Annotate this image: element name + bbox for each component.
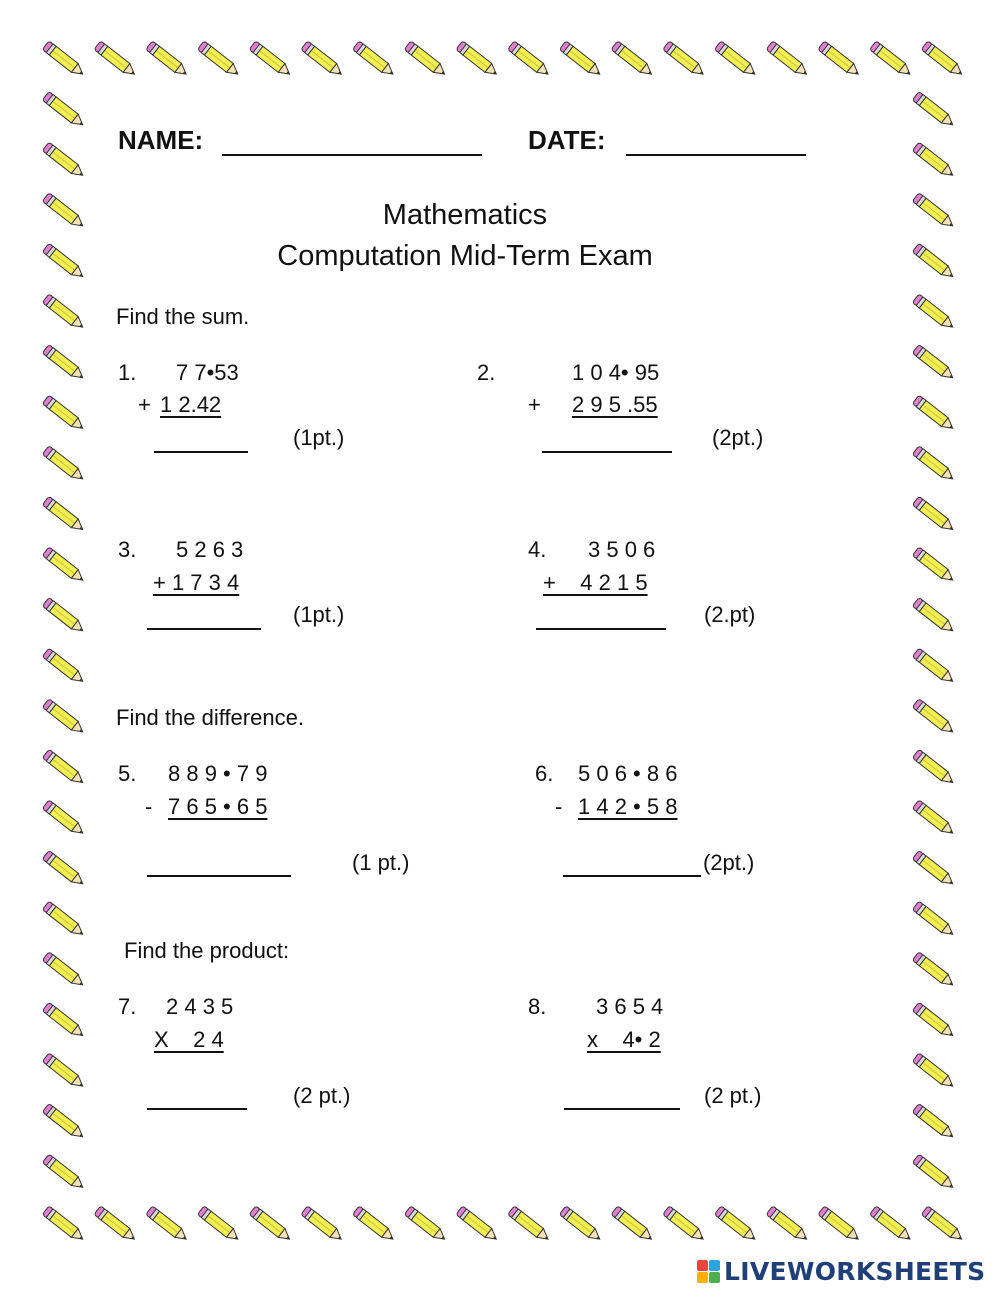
problem-6-points: (2pt.)	[703, 850, 755, 875]
problem-7-points: (2 pt.)	[293, 1083, 351, 1108]
problem-2-bottom: 2 9 5 .55	[572, 392, 658, 417]
pencil-icon	[42, 952, 86, 990]
pencil-icon	[714, 41, 758, 79]
problem-6-operator: -	[555, 794, 563, 819]
pencil-icon	[912, 800, 956, 838]
pencil-icon	[197, 41, 241, 79]
problem-5-bottom: 7 6 5 • 6 5	[168, 794, 268, 819]
pencil-icon	[869, 1206, 913, 1244]
pencil-icon	[42, 547, 86, 585]
pencil-icon	[559, 1206, 603, 1244]
pencil-icon	[42, 800, 86, 838]
problem-6-number: 6.	[535, 761, 554, 786]
pencil-icon	[912, 952, 956, 990]
problem-1-top: 7 7•53	[176, 360, 239, 385]
pencil-icon	[42, 1002, 86, 1040]
pencil-icon	[94, 41, 138, 79]
pencil-icon	[42, 1206, 86, 1244]
pencil-icon	[714, 1206, 758, 1244]
pencil-icon	[869, 41, 913, 79]
pencil-icon	[912, 1154, 956, 1192]
pencil-icon	[42, 1053, 86, 1091]
pencil-icon	[912, 547, 956, 585]
pencil-icon	[42, 496, 86, 534]
pencil-icon	[249, 1206, 293, 1244]
pencil-icon	[42, 749, 86, 787]
problem-2-points: (2pt.)	[712, 425, 764, 450]
pencil-icon	[146, 1206, 190, 1244]
problem-1-number: 1.	[118, 360, 137, 385]
problem-6-top: 5 0 6 • 8 6	[578, 761, 678, 786]
subject-title: Mathematics	[382, 199, 548, 231]
problem-1-operator: +	[138, 392, 151, 417]
problem-8-number: 8.	[528, 994, 547, 1019]
pencil-icon	[912, 395, 956, 433]
problem-2-top: 1 0 4• 95	[572, 360, 660, 385]
problem-3-top: 5 2 6 3	[176, 537, 244, 562]
problem-8-answer-line[interactable]	[564, 1108, 680, 1110]
problem-2-answer-line[interactable]	[542, 451, 672, 453]
problem-7-answer-line[interactable]	[147, 1108, 247, 1110]
name-label: NAME:	[118, 125, 204, 155]
section-product: Find the product:	[124, 938, 290, 963]
problem-6-bottom: 1 4 2 • 5 8	[578, 794, 678, 819]
pencil-icon	[42, 395, 86, 433]
pencil-icon	[912, 1103, 956, 1141]
pencil-icon	[912, 1002, 956, 1040]
problem-3-bottom: + 1 7 3 4	[153, 570, 240, 595]
pencil-icon	[611, 41, 655, 79]
pencil-icon	[404, 41, 448, 79]
problem-7-bottom: X 2 4	[154, 1027, 224, 1052]
pencil-icon	[912, 446, 956, 484]
pencil-icon	[912, 142, 956, 180]
pencil-icon	[42, 699, 86, 737]
pencil-icon	[912, 496, 956, 534]
name-field-line[interactable]	[222, 154, 482, 156]
pencil-icon	[42, 1103, 86, 1141]
pencil-icon	[766, 1206, 810, 1244]
pencil-icon	[197, 1206, 241, 1244]
section-difference: Find the difference.	[116, 705, 304, 730]
date-field-line[interactable]	[626, 154, 806, 156]
problem-8-top: 3 6 5 4	[596, 994, 664, 1019]
pencil-icon	[508, 41, 552, 79]
pencil-icon	[42, 344, 86, 382]
problem-3-number: 3.	[118, 537, 137, 562]
pencil-icon	[912, 901, 956, 939]
pencil-icon	[912, 91, 956, 129]
section-sum: Find the sum.	[116, 304, 250, 329]
problem-3-answer-line[interactable]	[147, 628, 261, 630]
problem-5-points: (1 pt.)	[352, 850, 410, 875]
pencil-icon	[42, 294, 86, 332]
problem-5-operator: -	[145, 794, 153, 819]
pencil-icon	[818, 1206, 862, 1244]
pencil-icon	[42, 901, 86, 939]
problem-2-number: 2.	[477, 360, 496, 385]
pencil-icon	[559, 41, 603, 79]
pencil-icon	[249, 41, 293, 79]
pencil-icon	[42, 91, 86, 129]
problem-5-top: 8 8 9 • 7 9	[168, 761, 268, 786]
problem-4-number: 4.	[528, 537, 547, 562]
pencil-icon	[94, 1206, 138, 1244]
pencil-icon	[912, 1053, 956, 1091]
pencil-icon	[42, 446, 86, 484]
problem-4-top: 3 5 0 6	[588, 537, 656, 562]
pencil-icon	[42, 597, 86, 635]
pencil-icon	[301, 1206, 345, 1244]
exam-title: Computation Mid-Term Exam	[277, 240, 653, 272]
problem-4-answer-line[interactable]	[536, 628, 666, 630]
pencil-icon	[663, 1206, 707, 1244]
pencil-icon	[912, 597, 956, 635]
problem-2-operator: +	[528, 392, 541, 417]
pencil-icon	[912, 344, 956, 382]
pencil-icon	[42, 1154, 86, 1192]
pencil-icon	[912, 850, 956, 888]
pencil-icon	[404, 1206, 448, 1244]
pencil-icon	[352, 1206, 396, 1244]
pencil-icon	[146, 41, 190, 79]
pencil-icon	[912, 749, 956, 787]
pencil-icon	[42, 850, 86, 888]
pencil-icon	[912, 648, 956, 686]
pencil-icon	[456, 1206, 500, 1244]
pencil-icon	[912, 294, 956, 332]
problem-8-points: (2 pt.)	[704, 1083, 762, 1108]
pencil-icon	[42, 142, 86, 180]
pencil-icon	[508, 1206, 552, 1244]
pencil-icon	[818, 41, 862, 79]
pencil-icon	[301, 41, 345, 79]
pencil-icon	[42, 41, 86, 79]
problem-1-bottom: 1 2.42	[160, 392, 222, 417]
problem-1-points: (1pt.)	[293, 425, 345, 450]
pencil-icon	[766, 41, 810, 79]
pencil-icon	[42, 648, 86, 686]
date-label: DATE:	[528, 125, 606, 155]
pencil-icon	[611, 1206, 655, 1244]
problem-3-points: (1pt.)	[293, 602, 345, 627]
problem-7-top: 2 4 3 5	[166, 994, 234, 1019]
problem-6-answer-line[interactable]	[563, 875, 701, 877]
problem-5-number: 5.	[118, 761, 137, 786]
problem-1-answer-line[interactable]	[154, 451, 248, 453]
problem-4-points: (2.pt)	[704, 602, 756, 627]
brand-mark-icon	[697, 1260, 720, 1283]
pencil-icon	[456, 41, 500, 79]
problem-5-answer-line[interactable]	[147, 875, 291, 877]
liveworksheets-logo	[697, 1256, 985, 1286]
brand-text: LIVEWORKSHEETS	[724, 1256, 986, 1286]
problem-7-number: 7.	[118, 994, 137, 1019]
pencil-icon	[352, 41, 396, 79]
problem-4-bottom: + 4 2 1 5	[543, 570, 648, 595]
pencil-icon	[921, 1206, 965, 1244]
pencil-icon	[921, 41, 965, 79]
pencil-icon	[912, 699, 956, 737]
problem-8-bottom: x 4• 2	[587, 1027, 661, 1052]
pencil-icon	[663, 41, 707, 79]
